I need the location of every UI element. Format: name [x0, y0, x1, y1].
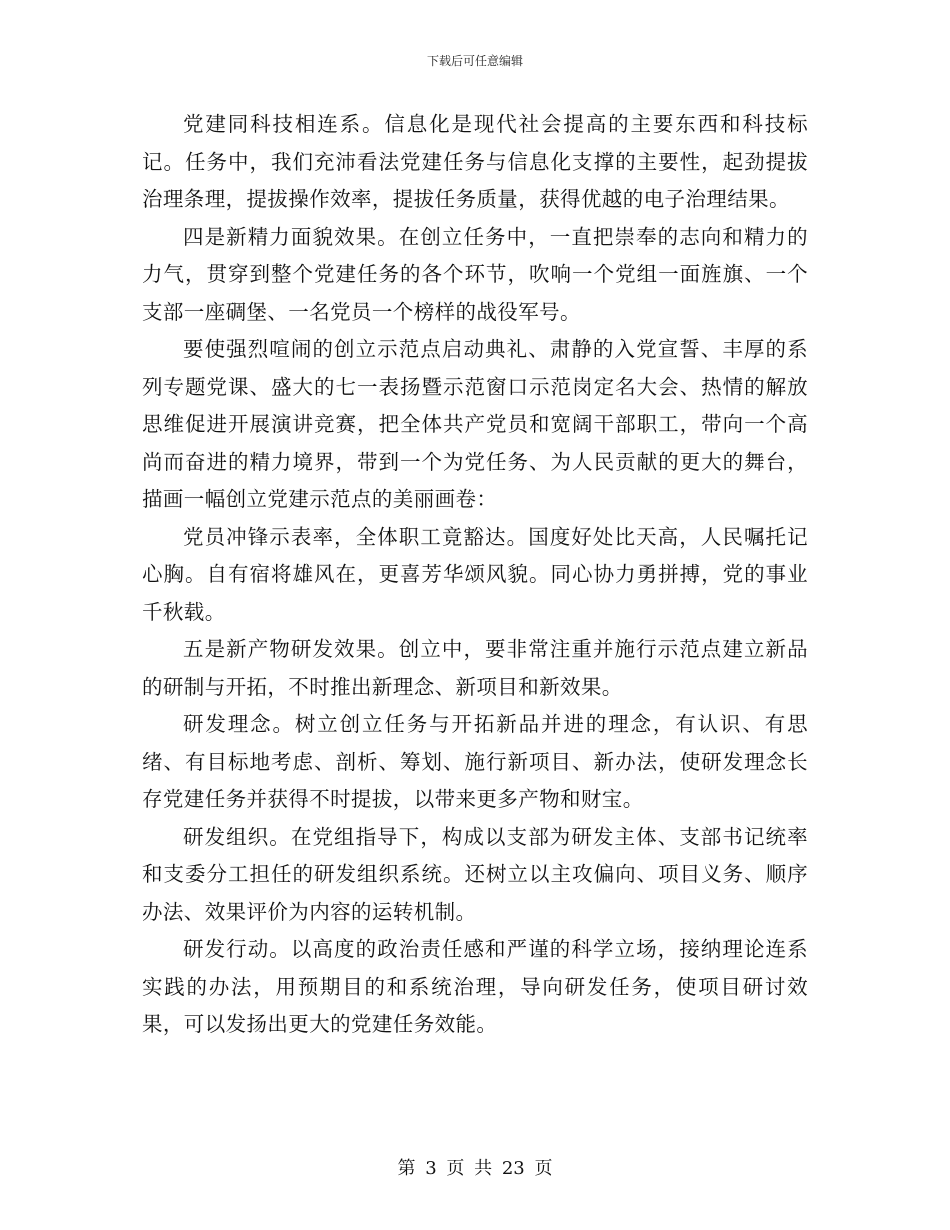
- paragraph-3: 要使强烈喧闹的创立示范点启动典礼、肃静的入党宣誓、丰厚的系列专题党课、盛大的七一表扬暨示范窗口示范岗定名大会、热情的解放思维促进开展演讲竞赛，把全体共产党员和宽阔干部职工，带向一个高尚而奋进的精力境界，带到一个为党任务、为人民贡献的更大的舞台，描画一幅创立党建示范点的美丽画卷：: [142, 337, 808, 511]
- page-number-footer: 第 3 页 共 23 页: [397, 1158, 553, 1179]
- paragraph-6: 研发理念。树立创立任务与开拓新品并进的理念，有认识、有思绪、有目标地考虑、剖析、筹划、施行新项目、新办法，使研发理念长存党建任务并获得不时提拔，以带来更多产物和财宝。: [142, 712, 808, 811]
- paragraph-1: 党建同科技相连系。信息化是现代社会提高的主要东西和科技标记。任务中，我们充沛看法党建任务与信息化支撑的主要性，起劲提拔治理条理，提拔操作效率，提拔任务质量，获得优越的电子治理结果。: [142, 112, 808, 211]
- paragraph-8: 研发行动。以高度的政治责任感和严谨的科学立场，接纳理论连系实践的办法，用预期目的和系统治理，导向研发任务，使项目研讨效果，可以发扬出更大的党建任务效能。: [142, 937, 808, 1036]
- paragraph-5: 五是新产物研发效果。创立中，要非常注重并施行示范点建立新品的研制与开拓，不时推出新理念、新项目和新效果。: [142, 637, 808, 699]
- paragraph-4: 党员冲锋示表率，全体职工竟豁达。国度好处比天高，人民嘱托记心胸。自有宿将雄风在，更喜芳华颂风貌。同心协力勇拼搏，党的事业千秋载。: [142, 524, 808, 624]
- paragraph-7: 研发组织。在党组指导下，构成以支部为研发主体、支部书记统率和支委分工担任的研发组织系统。还树立以主攻偏向、项目义务、顺序办法、效果评价为内容的运转机制。: [142, 824, 808, 924]
- paragraph-2: 四是新精力面貌效果。在创立任务中，一直把崇奉的志向和精力的力气，贯穿到整个党建任务的各个环节，吹响一个党组一面旌旗、一个支部一座碉堡、一名党员一个榜样的战役军号。: [142, 224, 808, 324]
- page-header: 下载后可任意编辑: [426, 54, 523, 68]
- document-body: [142, 106, 808, 1044]
